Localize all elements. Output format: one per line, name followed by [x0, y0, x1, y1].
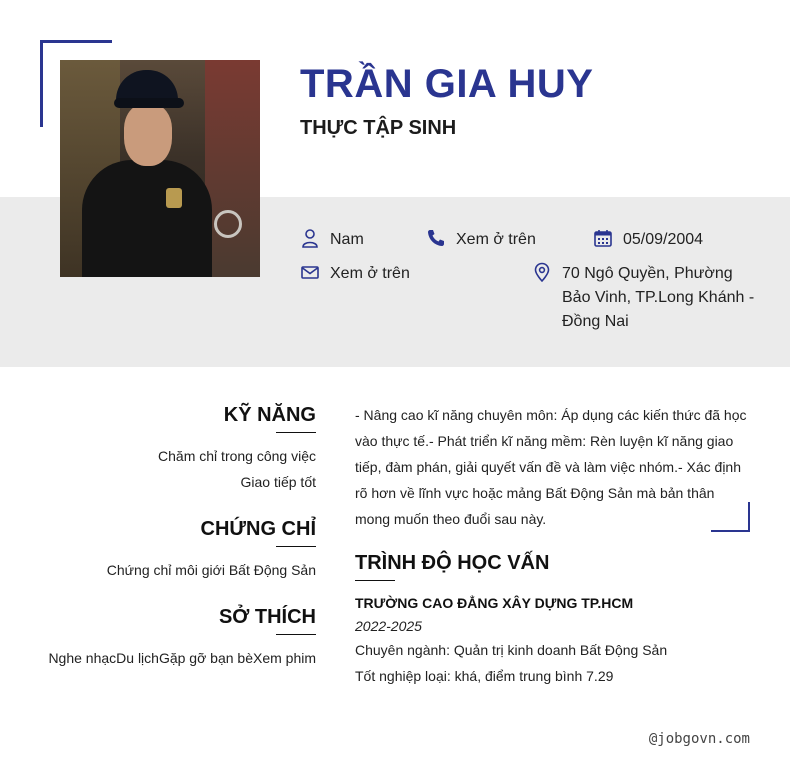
- hobbies-title: SỞ THÍCH: [219, 606, 316, 633]
- contact-phone: [426, 228, 536, 252]
- gender-value: Nam: [330, 231, 364, 248]
- watermark: @jobgovn.com: [648, 731, 750, 747]
- contact-gender: [300, 228, 364, 252]
- location-pin-icon: [532, 262, 552, 282]
- hobbies-section: [16, 606, 316, 671]
- career-objective: - Nâng cao kĩ năng chuyên môn: Áp dụng các kiến thức đã học vào thực tế.- Phát triển kĩ năng mềm: Rèn luyện kĩ năng giao tiếp, đàm phán, giải quyết vấn đề và làm việc nhóm.- Xác định rõ hơn về lĩnh vực hoặc mảng Bất Động Sản mà bản thân mong muốn theo đuổi sau này.: [355, 407, 747, 527]
- candidate-name: TRẦN GIA HUY: [300, 62, 594, 106]
- education-title: TRÌNH ĐỘ HỌC VẤN: [355, 552, 549, 579]
- certificate-item: Chứng chỉ môi giới Bất Động Sản: [106, 562, 316, 578]
- phone-value: Xem ở trên: [456, 231, 536, 248]
- certificates-title: CHỨNG CHỈ: [201, 518, 316, 545]
- school-name: TRƯỜNG CAO ĐẲNG XÂY DỰNG TP.HCM: [355, 595, 634, 611]
- education-major: Chuyên ngành: Quản trị kinh doanh Bất Động Sản: [355, 642, 668, 658]
- mail-icon: [300, 262, 320, 282]
- study-years: 2022-2025: [355, 618, 422, 634]
- skill-item: Giao tiếp tốt: [240, 474, 316, 490]
- contact-birthday: [593, 228, 703, 252]
- job-position: THỰC TẬP SINH: [300, 117, 457, 139]
- skills-section: [16, 404, 316, 495]
- skills-title: KỸ NĂNG: [224, 404, 316, 431]
- calendar-icon: [593, 228, 613, 248]
- contact-email: [300, 262, 410, 286]
- birthday-value: 05/09/2004: [623, 231, 704, 248]
- skill-item: Chăm chỉ trong công việc: [158, 448, 316, 464]
- hobbies-text: Nghe nhạcDu lịchGặp gỡ bạn bèXem phim: [48, 650, 316, 666]
- phone-icon: [426, 228, 446, 248]
- address-value: 70 Ngô Quyền, Phường Bảo Vinh, TP.Long Khánh - Đồng Nai: [562, 265, 755, 330]
- profile-photo: [60, 60, 260, 277]
- contact-address: [532, 262, 757, 334]
- education-section: [355, 552, 755, 689]
- certificates-section: [16, 518, 316, 583]
- email-value: Xem ở trên: [330, 265, 410, 282]
- education-grade: Tốt nghiệp loại: khá, điểm trung bình 7.29: [355, 668, 614, 684]
- person-icon: [300, 228, 320, 248]
